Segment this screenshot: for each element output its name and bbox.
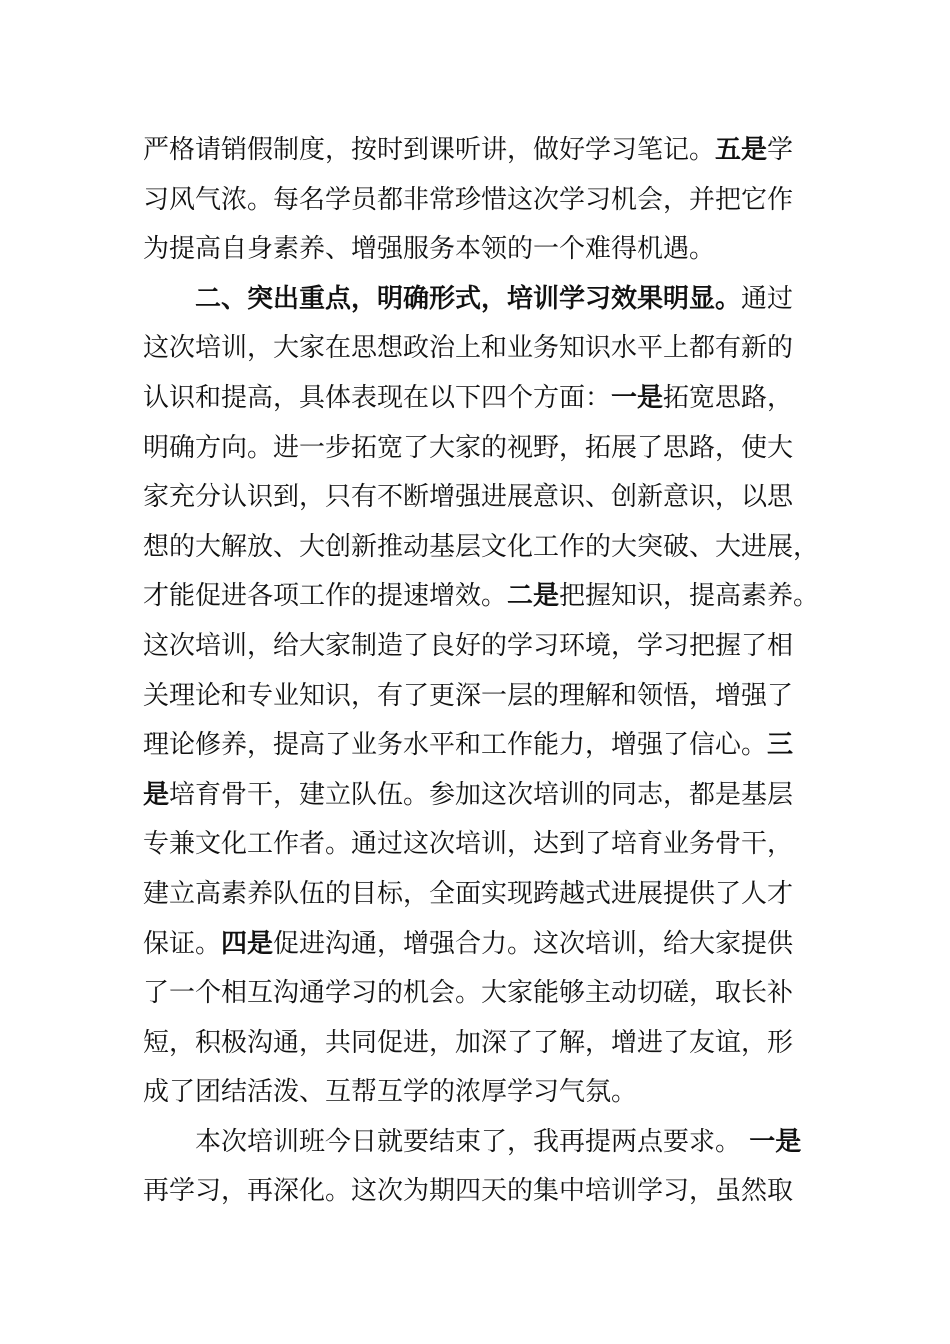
text-segment: 再学习，再深化。这次为期四天的集中培训学习，虽然取 (143, 1176, 794, 1207)
bold-text-segment: 二是 (507, 581, 560, 612)
text-line (143, 275, 795, 325)
text-line (143, 771, 795, 821)
text-segment: 成了团结活泼、互帮互学的浓厚学习气氛。 (143, 1077, 638, 1108)
text-segment: 这次培训，给大家制造了良好的学习环境，学习把握了相 (143, 630, 794, 661)
text-segment: 短，积极沟通，共同促进，加深了了解，增进了友谊，形 (143, 1027, 794, 1058)
text-line (143, 572, 820, 622)
document-body (143, 126, 820, 1217)
text-line (143, 969, 795, 1019)
text-segment: 才能促进各项工作的提速增效。 (143, 581, 508, 612)
bold-text-segment: 一是 (611, 382, 664, 413)
bold-text-segment: 四是 (221, 928, 274, 959)
text-line (143, 672, 795, 722)
text-segment: 学 (767, 135, 794, 165)
text-segment: 培育骨干，建立队伍。参加这次培训的同志，都是基层 (169, 779, 794, 810)
text-line (143, 820, 795, 870)
text-line (143, 324, 795, 374)
text-segment: 关理论和专业知识，有了更深一层的理解和领悟，增强了 (143, 680, 794, 711)
text-line (143, 176, 795, 226)
text-segment: 把握知识，提高素养。 (559, 581, 820, 612)
text-line (143, 225, 795, 275)
text-segment: 保证。 (143, 928, 222, 959)
text-segment: 专兼文化工作者。通过这次培训，达到了培育业务骨干， (143, 829, 794, 860)
text-line (143, 374, 795, 424)
text-segment: 明确方向。进一步拓宽了大家的视野，拓展了思路，使大 (143, 432, 794, 463)
text-segment: 家充分认识到，只有不断增强进展意识、创新意识，以思 (143, 482, 794, 513)
text-segment: 理论修养，提高了业务水平和工作能力，增强了信心。 (143, 730, 768, 761)
text-line (143, 721, 795, 771)
text-segment: 建立高素养队伍的目标，全面实现跨越式进展提供了人才 (143, 878, 794, 909)
text-line (143, 473, 795, 523)
text-segment: 本次培训班今日就要结束了，我再提两点要求。 (195, 1126, 750, 1157)
bold-text-segment: 是 (143, 779, 170, 810)
text-segment: 想的大解放、大创新推动基层文化工作的大突破、大进展， (143, 531, 820, 562)
text-segment: 这次培训，大家在思想政治上和业务知识水平上都有新的 (143, 333, 794, 364)
text-segment: 拓宽思路， (663, 382, 794, 413)
bold-text-segment: 一是 (749, 1126, 802, 1157)
text-line (143, 424, 795, 474)
text-segment: 习风气浓。每名学员都非常珍惜这次学习机会，并把它作 (143, 184, 794, 215)
text-line (143, 870, 795, 920)
text-segment: 促进沟通，增强合力。这次培训，给大家提供 (273, 928, 794, 959)
text-line (143, 920, 795, 970)
text-line (143, 1019, 795, 1069)
text-line (143, 1068, 795, 1118)
text-segment: 为提高自身素养、增强服务本领的一个难得机遇。 (143, 234, 716, 265)
bold-text-segment: 五是 (715, 135, 768, 165)
text-segment: 通过 (741, 283, 794, 314)
bold-text-segment: 二、突出重点，明确形式，培训学习效果明显。 (195, 283, 742, 314)
text-line (143, 1118, 802, 1168)
text-segment: 严格请销假制度，按时到课听讲，做好学习笔记。 (143, 135, 716, 165)
text-line (143, 126, 795, 176)
text-line (143, 622, 795, 672)
bold-text-segment: 三 (767, 730, 794, 761)
text-line (143, 523, 820, 573)
text-segment: 了一个相互沟通学习的机会。大家能够主动切磋，取长补 (143, 978, 794, 1009)
text-segment: 认识和提高，具体表现在以下四个方面： (143, 382, 612, 413)
text-line (143, 1167, 795, 1217)
